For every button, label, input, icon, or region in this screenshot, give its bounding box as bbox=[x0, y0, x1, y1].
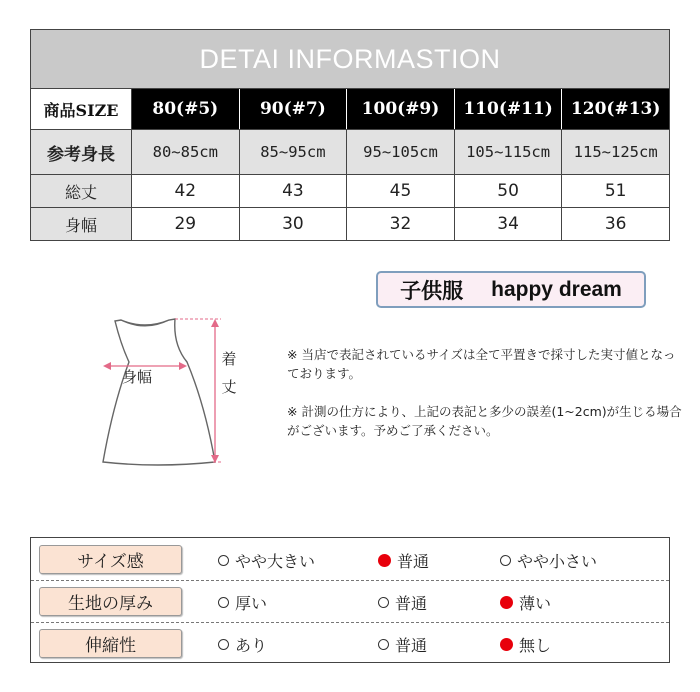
garment-diagram bbox=[95, 310, 235, 470]
radio-empty-icon bbox=[378, 597, 389, 608]
table-cell: 45 bbox=[347, 175, 455, 207]
row-label: 身幅 bbox=[31, 208, 132, 240]
note-measure-error: ※ 計測の仕方により、上記の表記と多少の誤差(1~2cm)が生じる場合がございます。予めご了承ください。 bbox=[287, 404, 682, 438]
table-cell: 50 bbox=[455, 175, 563, 207]
reference-height-row bbox=[31, 130, 669, 175]
radio-filled-icon bbox=[500, 596, 513, 609]
feature-table bbox=[30, 537, 670, 663]
size-header-cell: 90(#7) bbox=[240, 89, 348, 129]
table-cell: 30 bbox=[240, 208, 348, 240]
feature-label: サイズ感 bbox=[39, 545, 182, 574]
radio-empty-icon bbox=[218, 597, 229, 608]
table-cell: 29 bbox=[132, 208, 240, 240]
size-header-cell: 100(#9) bbox=[347, 89, 455, 129]
feature-option: 厚い bbox=[218, 591, 267, 614]
brand-name: happy dream bbox=[491, 277, 622, 301]
feature-row-fit bbox=[31, 538, 669, 580]
size-header-cell: 110(#11) bbox=[455, 89, 563, 129]
brand-category: 子供服 bbox=[400, 279, 464, 303]
table-cell: 115~125cm bbox=[562, 130, 669, 174]
brand-label bbox=[376, 271, 646, 308]
radio-empty-icon bbox=[378, 639, 389, 650]
table-cell: 95~105cm bbox=[347, 130, 455, 174]
diagram-length-label: 着 丈 bbox=[221, 350, 237, 396]
radio-filled-icon bbox=[378, 554, 391, 567]
row-label: 総丈 bbox=[31, 175, 132, 207]
table-cell: 32 bbox=[347, 208, 455, 240]
size-notes bbox=[287, 345, 682, 459]
note-flat-measure: ※ 当店で表記されているサイズは全て平置きで採寸した実寸値となっております。 bbox=[287, 347, 676, 381]
total-length-row bbox=[31, 175, 669, 208]
dress-outline-icon bbox=[103, 319, 215, 465]
feature-option: 普通 bbox=[378, 591, 427, 614]
table-cell: 80~85cm bbox=[132, 130, 240, 174]
diagram-width-label: 身幅 bbox=[122, 368, 153, 386]
feature-row-stretch bbox=[31, 622, 669, 664]
radio-empty-icon bbox=[500, 555, 511, 566]
feature-option: やや大きい bbox=[218, 549, 315, 572]
table-banner: DETAI INFORMASTION bbox=[31, 30, 669, 89]
table-cell: 105~115cm bbox=[455, 130, 563, 174]
feature-option: 普通 bbox=[378, 633, 427, 656]
table-cell: 42 bbox=[132, 175, 240, 207]
feature-row-thickness bbox=[31, 580, 669, 622]
feature-option: あり bbox=[218, 633, 267, 656]
feature-label: 生地の厚み bbox=[39, 587, 182, 616]
size-header-row bbox=[31, 89, 669, 130]
table-cell: 85~95cm bbox=[240, 130, 348, 174]
size-header-cell: 120(#13) bbox=[562, 89, 669, 129]
feature-option-selected: 無し bbox=[500, 633, 551, 656]
feature-label: 伸縮性 bbox=[39, 629, 182, 658]
body-width-row bbox=[31, 208, 669, 240]
radio-filled-icon bbox=[500, 638, 513, 651]
radio-empty-icon bbox=[218, 639, 229, 650]
table-cell: 43 bbox=[240, 175, 348, 207]
table-cell: 34 bbox=[455, 208, 563, 240]
radio-empty-icon bbox=[218, 555, 229, 566]
feature-option-selected: 普通 bbox=[378, 549, 429, 572]
size-header-cell: 80(#5) bbox=[132, 89, 240, 129]
size-table bbox=[30, 29, 670, 241]
size-header-label: 商品SIZE bbox=[31, 89, 132, 129]
table-cell: 36 bbox=[604, 214, 627, 234]
row-label: 参考身長 bbox=[31, 130, 132, 174]
feature-option: やや小さい bbox=[500, 549, 597, 572]
table-cell: 51 bbox=[604, 181, 627, 201]
feature-option-selected: 薄い bbox=[500, 591, 551, 614]
